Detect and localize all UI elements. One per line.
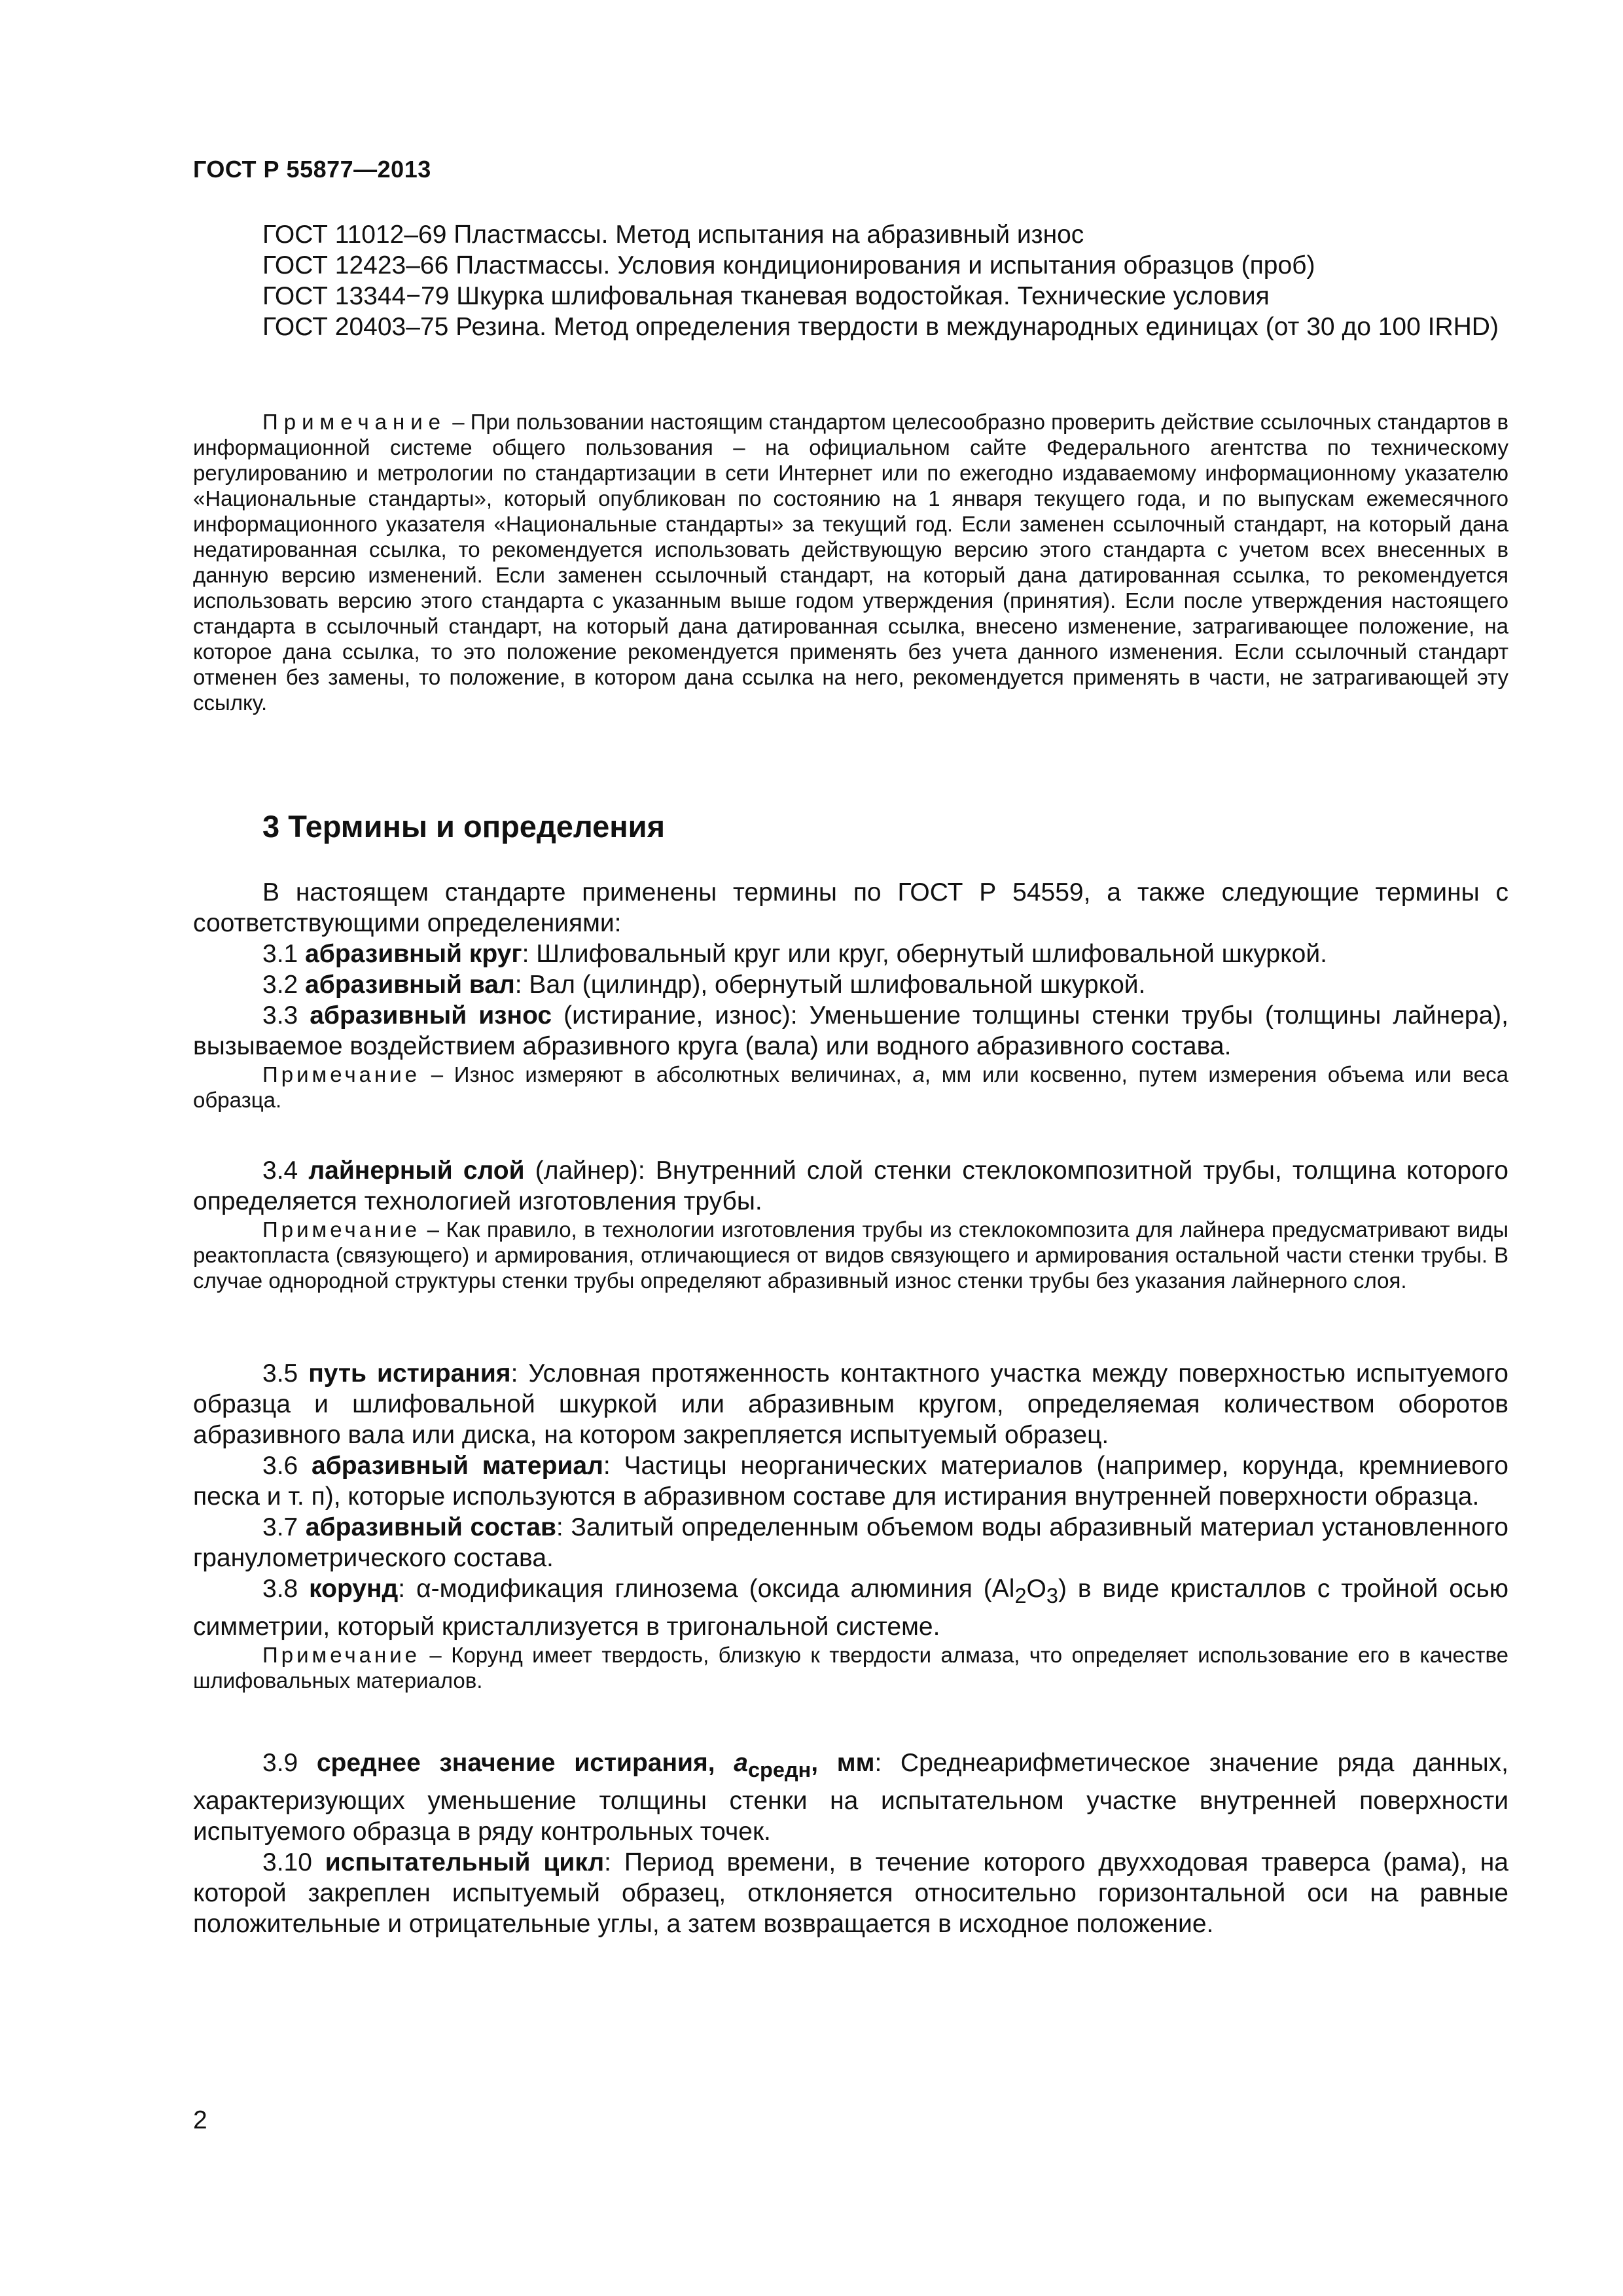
note-3-3: Примечание – Износ измеряют в абсолютных величинах, a, мм или косвенно, путем измерения объема или веса образца.	[193, 1062, 1508, 1112]
section-heading: 3 Термины и определения	[262, 809, 665, 844]
reference-item: ГОСТ 20403–75 Резина. Метод определения твердости в международных единицах (от 30 до 100 IRHD)	[262, 313, 1499, 341]
term-3-5: 3.5 путь истирания: Условная протяженность контактного участка между поверхностью испытуемого образца и шлифовальной шкуркой или абразивным кругом, определяемая количеством оборотов абразивного вала или диска, на котором закрепляется испытуемый образец.	[193, 1359, 1508, 1449]
page-number: 2	[193, 2106, 207, 2134]
term-3-1: 3.1 абразивный круг: Шлифовальный круг или круг, обернутый шлифовальной шкуркой.	[262, 940, 1327, 968]
document-page	[193, 0, 1508, 2296]
note-label: Примечание	[262, 410, 447, 434]
term-3-4: 3.4 лайнерный слой (лайнер): Внутренний слой стенки стеклокомпозитной трубы, толщина которого определяется технологией изготовления трубы.	[193, 1157, 1508, 1215]
section-intro: В настоящем стандарте применены термины по ГОСТ Р 54559, а также следующие термины с соответствующими определениями:	[193, 878, 1508, 937]
section-body-a	[193, 877, 1508, 1113]
term-3-3: 3.3 абразивный износ (истирание, износ): Уменьшение толщины стенки трубы (толщины лайнера), вызываемое воздействием абразивного круга (вала) или водного абразивного состава.	[193, 1001, 1508, 1060]
term-3-9: 3.9 среднее значение истирания, $a_{средн}$, мм: Среднеарифметическое значение ряда данных, характеризующих уменьшение толщины стенки на испытательном участке внутренней поверхности испытуемого образца в ряду контрольных точек.	[193, 1749, 1508, 1846]
references-note	[193, 409, 1508, 715]
term-3-6: 3.6 абразивный материал: Частицы неорганических материалов (например, корунда, кремниевого песка и т. п), которые используются в абразивном составе для истирания внутренней поверхности образца.	[193, 1452, 1508, 1511]
reference-item: ГОСТ 11012–69 Пластмассы. Метод испытания на абразивный износ	[262, 221, 1084, 249]
note-text: – При пользовании настоящим стандартом целесообразно проверить действие ссылочных стандартов в информационной системе общего пользования – на официальном сайте Федерального агентства по техническому регулированию и метрологии по стандартизации в сети Интернет или по ежегодно издаваемому информационному указателю «Национальные стандарты», который опубликован по состоянию на 1 января текущего года, и по выпускам ежемесячного информационного указателя «Национальные стандарты» за текущий год. Если заменен ссылочный стандарт, на который дана недатированная ссылка, то рекомендуется использовать действующую версию этого стандарта с учетом всех внесенных в данную версию изменений. Если заменен ссылочный стандарт, на который дана датированная ссылка, то рекомендуется использовать версию этого стандарта с указанным выше годом утверждения (принятия). Если после утверждения настоящего стандарта в ссылочный стандарт, на который дана датированная ссылка, внесено изменение, затрагивающее положение, на которое дана ссылка, то это положение рекомендуется применять без учета данного изменения. Если ссылочный стандарт отменен без замены, то положение, в котором дана ссылка на него, рекомендуется применять в части, не затрагивающей эту ссылку.	[193, 410, 1508, 715]
reference-item: ГОСТ 12423–66 Пластмассы. Условия кондиционирования и испытания образцов (проб)	[262, 251, 1315, 279]
reference-list	[193, 219, 1508, 342]
section-body-c	[193, 1358, 1508, 1693]
term-3-8: 3.8 корунд: α-модификация глинозема (оксида алюминия $(Al_2O_3)$ в виде кристаллов с тройной осью симметрии, который кристаллизуется в тригональной системе.	[193, 1575, 1508, 1641]
document-header: ГОСТ Р 55877—2013	[193, 156, 431, 183]
note-3-8: Примечание – Корунд имеет твердость, близкую к твердости алмаза, что определяет использование его в качестве шлифовальных материалов.	[193, 1642, 1508, 1693]
reference-item: ГОСТ 13344−79 Шкурка шлифовальная тканевая водостойкая. Технические условия	[262, 282, 1270, 310]
section-body-d	[193, 1748, 1508, 1939]
section-body-b	[193, 1155, 1508, 1293]
term-3-2: 3.2 абразивный вал: Вал (цилиндр), обернутый шлифовальной шкуркой.	[262, 971, 1146, 999]
term-3-10: 3.10 испытательный цикл: Период времени, в течение которого двухходовая траверса (рама), на которой закреплен испытуемый образец, отклоняется относительно горизонтальной оси на равные положительные и отрицательные углы, а затем возвращается в исходное положение.	[193, 1848, 1508, 1938]
term-3-7: 3.7 абразивный состав: Залитый определенным объемом воды абразивный материал установленного гранулометрического состава.	[193, 1513, 1508, 1572]
note-3-4: Примечание – Как правило, в технологии изготовления трубы из стеклокомпозита для лайнера предусматривают виды реактопласта (связующего) и армирования, отличающиеся от видов связующего и армирования остальной части стенки трубы. В случае однородной структуры стенки трубы определяют абразивный износ стенки трубы без указания лайнерного слоя.	[193, 1217, 1508, 1293]
